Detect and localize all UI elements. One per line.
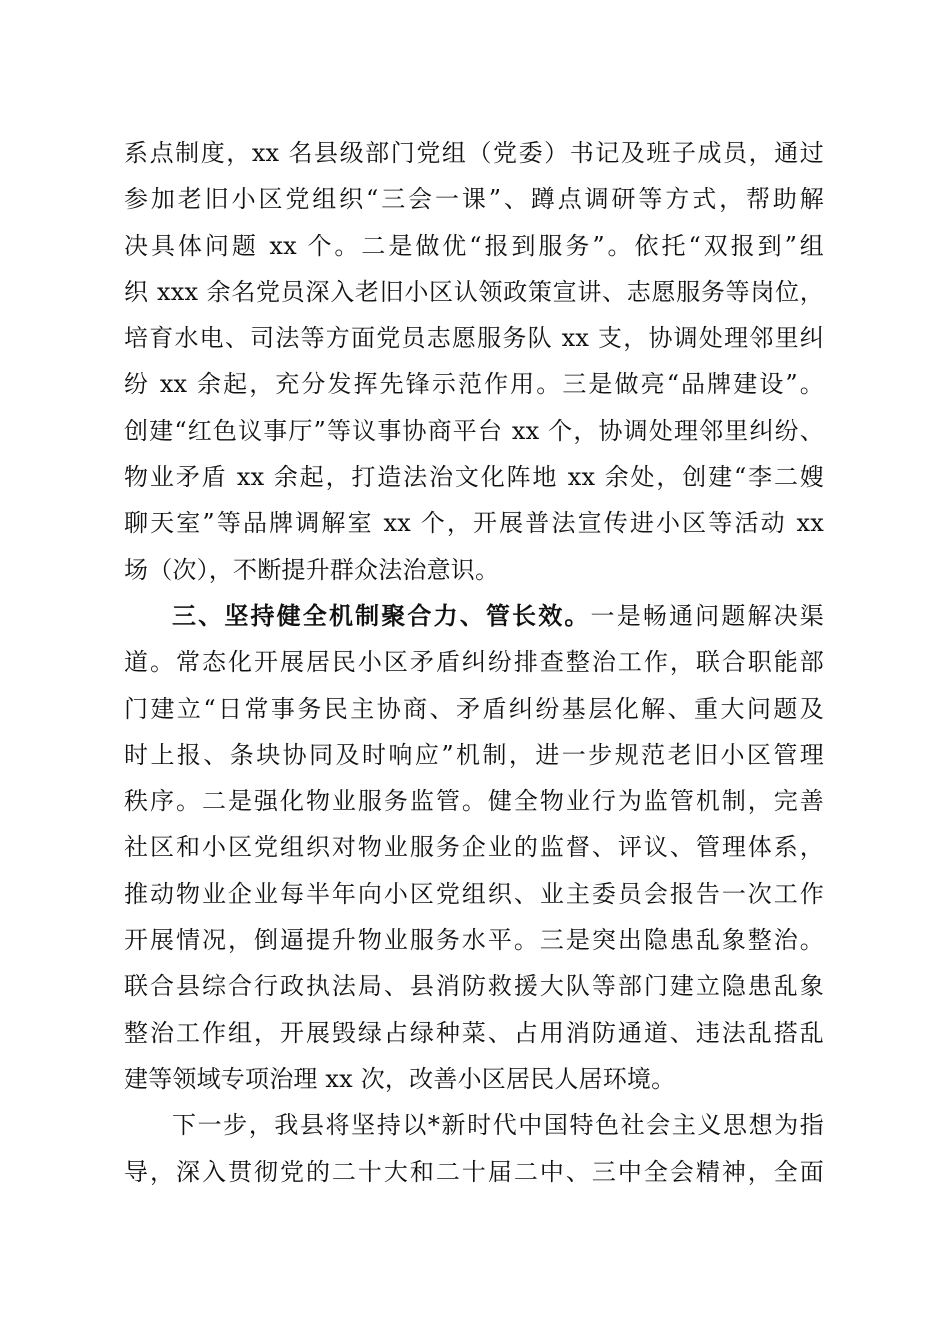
text-line: 社区和小区党组织对物业服务企业的监督、评议、管理体系，	[124, 833, 824, 862]
text-line: 培育水电、司法等方面党员志愿服务队 xx 支，协调处理邻里纠	[124, 324, 824, 353]
text-line: 建等领域专项治理 xx 次，改善小区居民人居环境。	[124, 1064, 676, 1093]
text-line: 推动物业企业每半年向小区党组织、业主委员会报告一次工作	[124, 879, 824, 908]
text-line: 道。常态化开展居民小区矛盾纠纷排查整治工作，联合职能部	[124, 648, 824, 677]
text-line: 下一步，我县将坚持以*新时代中国特色社会主义思想为指	[172, 1111, 824, 1140]
text-line: 场（次），不断提升群众法治意识。	[124, 555, 500, 584]
section-heading: 三、坚持健全机制聚合力、管长效。	[172, 601, 591, 630]
text-line: 整治工作组，开展毁绿占绿种菜、占用消防通道、违法乱搭乱	[124, 1018, 824, 1047]
text-segment: 一是畅通问题解决渠	[590, 601, 824, 630]
text-line: 参加老旧小区党组织“三会一课”、蹲点调研等方式，帮助解	[124, 185, 824, 214]
text-line	[124, 593, 824, 639]
text-line: 织 xxx 余名党员深入老旧小区认领政策宣讲、志愿服务等岗位，	[124, 277, 824, 306]
document-body	[124, 130, 824, 1195]
text-line: 时上报、条块协同及时响应”机制，进一步规范老旧小区管理	[124, 740, 824, 769]
text-line: 联合县综合行政执法局、县消防救援大队等部门建立隐患乱象	[124, 972, 824, 1001]
text-line: 聊天室”等品牌调解室 xx 个，开展普法宣传进小区等活动 xx	[124, 509, 824, 538]
text-line: 门建立“日常事务民主协商、矛盾纠纷基层化解、重大问题及	[124, 694, 824, 723]
text-line: 决具体问题 xx 个。二是做优“报到服务”。依托“双报到”组	[124, 231, 824, 260]
text-line: 创建“红色议事厅”等议事协商平台 xx 个，协调处理邻里纠纷、	[124, 416, 824, 445]
text-line: 秩序。二是强化物业服务监管。健全物业行为监管机制，完善	[124, 787, 824, 816]
text-line: 系点制度，xx 名县级部门党组（党委）书记及班子成员，通过	[124, 139, 824, 167]
text-line: 纷 xx 余起，充分发挥先锋示范作用。三是做亮“品牌建设”。	[124, 370, 824, 399]
paragraph	[124, 593, 824, 1102]
text-line: 物业矛盾 xx 余起，打造法治文化阵地 xx 余处，创建“李二嫂	[124, 463, 824, 492]
text-line: 开展情况，倒逼提升物业服务水平。三是突出隐患乱象整治。	[124, 926, 824, 955]
text-line: 导，深入贯彻党的二十大和二十届二中、三中全会精神，全面	[124, 1157, 824, 1186]
paragraph	[124, 1102, 824, 1195]
paragraph	[124, 130, 824, 593]
